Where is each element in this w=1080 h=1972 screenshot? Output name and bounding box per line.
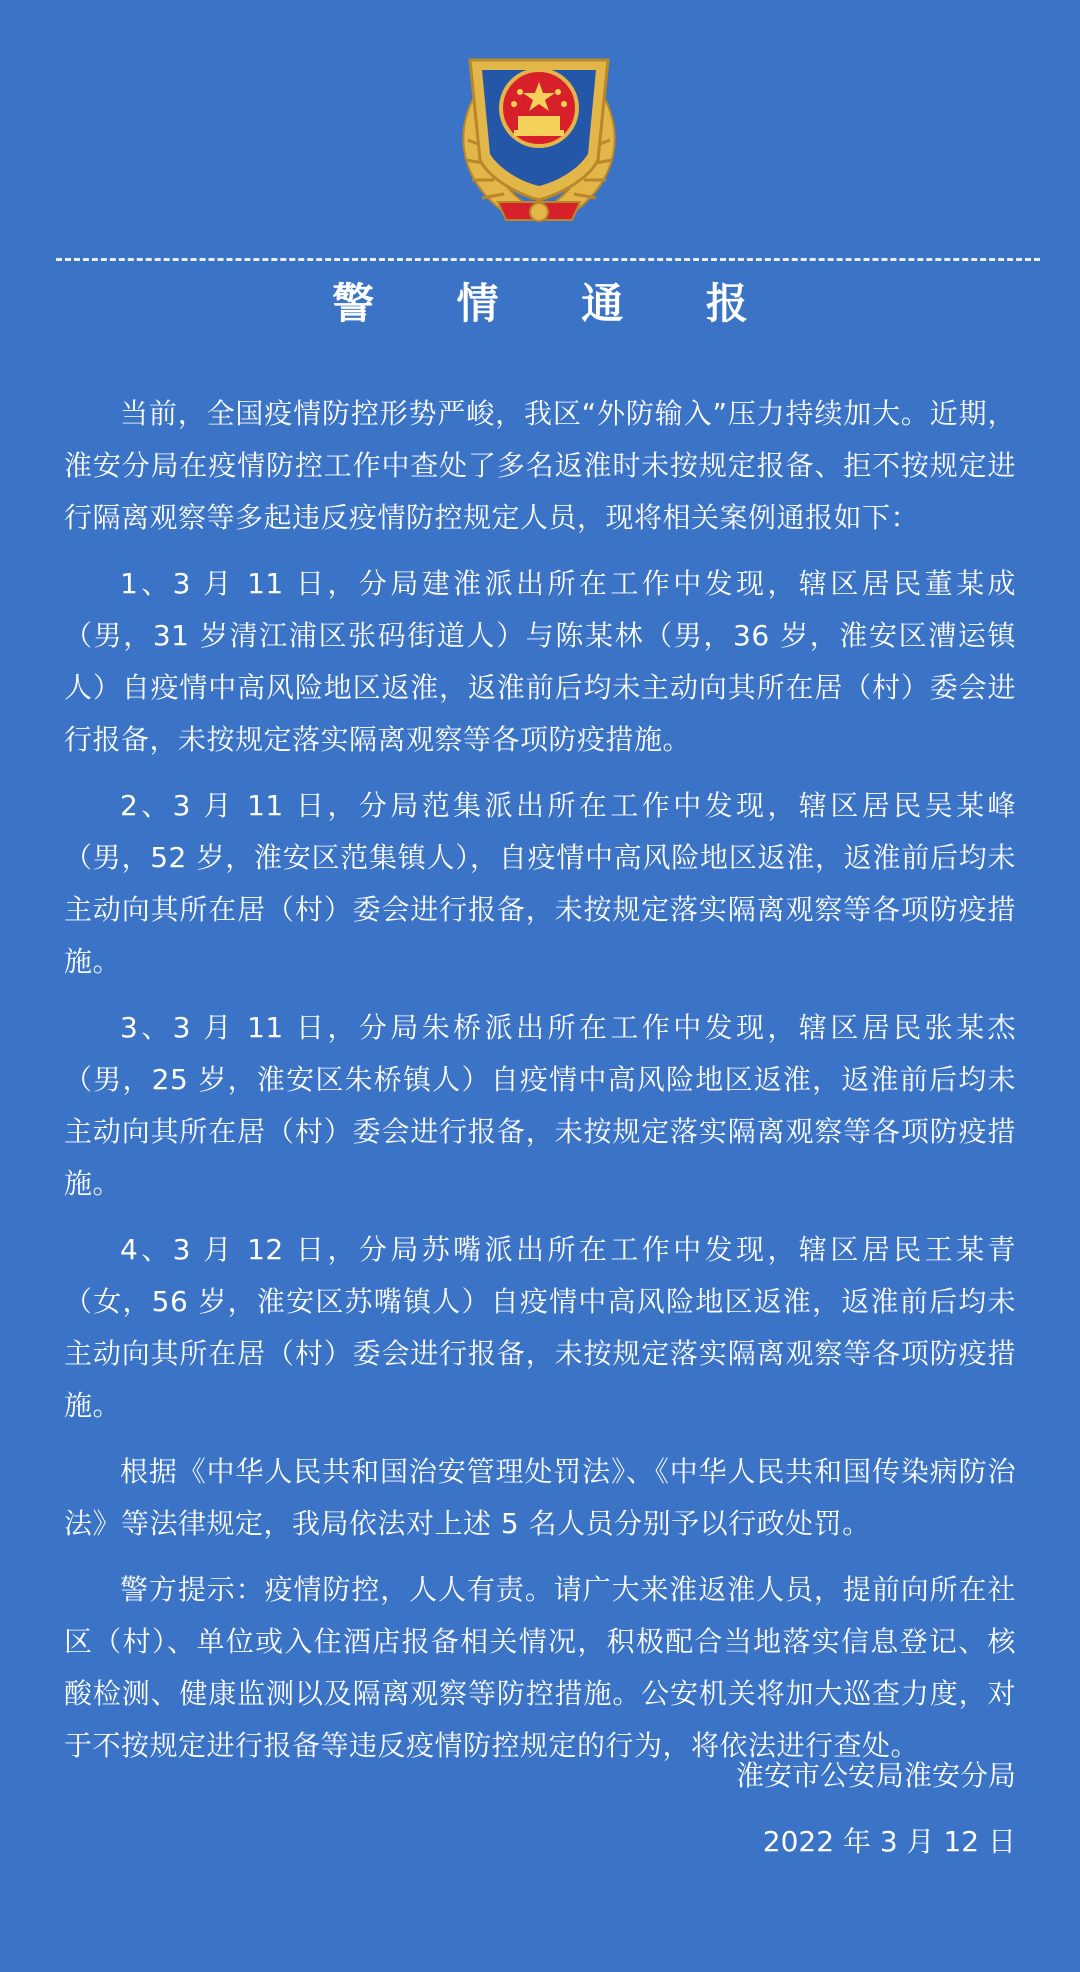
notice-title: 警 情 通 报 (332, 279, 782, 328)
paragraph-police-tip: 警方提示：疫情防控，人人有责。请广大来淮返淮人员，提前向所在社区（村）、单位或入住酒店报备相关情况，积极配合当地落实信息登记、核酸检测、健康监测以及隔离观察等防控措施。公安机关将加大巡查力度，对于不按规定进行报备等违反疫情防控规定的行为，将依法进行查处。 (64, 1573, 1016, 1762)
dashed-divider (56, 258, 1040, 261)
notice-body (64, 388, 1016, 1786)
paragraph-intro: 当前，全国疫情防控形势严峻，我区“外防输入”压力持续加大。近期，淮安分局在疫情防控工作中查处了多名返淮时未按规定报备、拒不按规定进行隔离观察等多起违反疫情防控规定人员，现将相关案例通报如下： (64, 397, 1016, 534)
paragraph-case-3: 3、3 月 11 日，分局朱桥派出所在工作中发现，辖区居民张某杰（男，25 岁，淮安区朱桥镇人）自疫情中高风险地区返淮，返淮前后均未主动向其所在居（村）委会进行报备，未按规定落实隔离观察等各项防疫措施。 (64, 1011, 1016, 1200)
paragraph-case-1: 1、3 月 11 日，分局建淮派出所在工作中发现，辖区居民董某成（男，31 岁清江浦区张码街道人）与陈某林（男，36 岁，淮安区漕运镇人）自疫情中高风险地区返淮，返淮前后均未主动向其所在居（村）委会进行报备，未按规定落实隔离观察等各项防疫措施。 (64, 567, 1016, 756)
signature-block (736, 1748, 1016, 1880)
paragraph-penalty: 根据《中华人民共和国治安管理处罚法》、《中华人民共和国传染病防治法》等法律规定，我局依法对上述 5 名人员分别予以行政处罚。 (64, 1455, 1016, 1540)
signature-date: 2022 年 3 月 12 日 (762, 1825, 1016, 1858)
signature-organization: 淮安市公安局淮安分局 (735, 1759, 1016, 1792)
paragraph-case-2: 2、3 月 11 日，分局范集派出所在工作中发现，辖区居民吴某峰（男，52 岁，淮安区范集镇人），自疫情中高风险地区返淮，返淮前后均未主动向其所在居（村）委会进行报备，未按规定落实隔离观察等各项防疫措施。 (64, 789, 1016, 978)
police-emblem-icon (448, 30, 630, 230)
paragraph-case-4: 4、3 月 12 日，分局苏嘴派出所在工作中发现，辖区居民王某青（女，56 岁，淮安区苏嘴镇人）自疫情中高风险地区返淮，返淮前后均未主动向其所在居（村）委会进行报备，未按规定落实隔离观察等各项防疫措施。 (64, 1233, 1016, 1422)
